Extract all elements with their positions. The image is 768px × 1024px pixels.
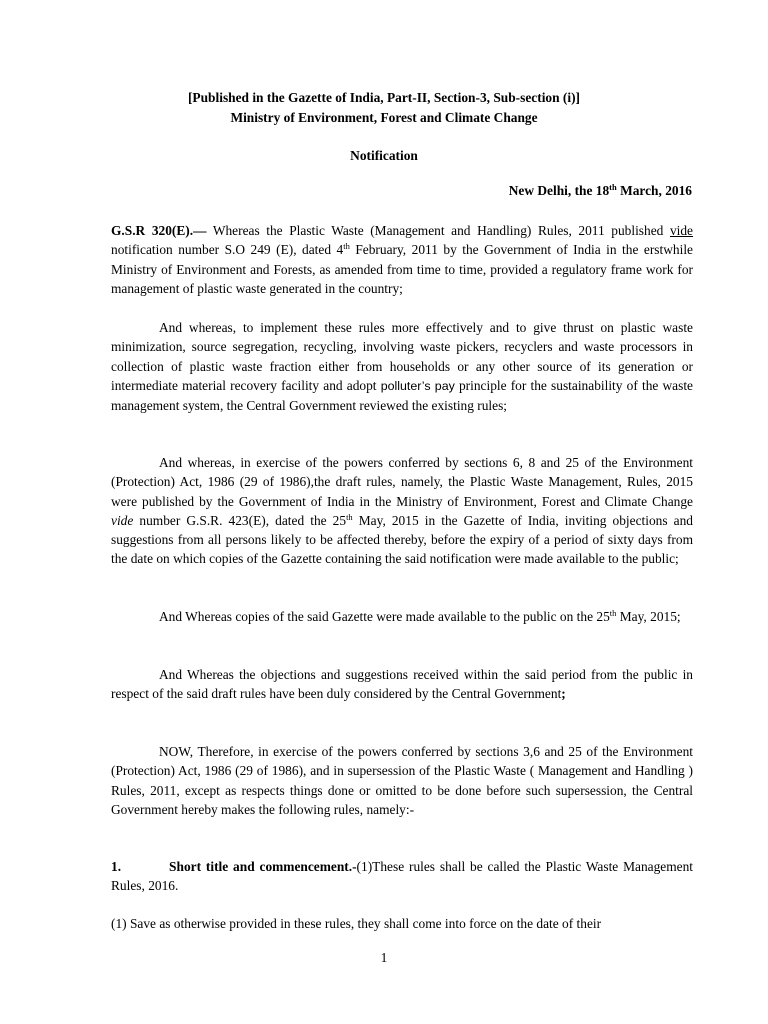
gsr-number: G.S.R 320(E).— <box>111 223 207 238</box>
gazette-header <box>0 88 768 128</box>
section-title: Short title and commencement.- <box>169 859 357 874</box>
paragraph-text: And Whereas the objections and suggestions received within the said period from the public in respect of the said draft rules have been duly considered by the Central Government <box>111 667 693 702</box>
paragraph-objections <box>111 665 693 704</box>
dateline-sup: th <box>609 182 617 192</box>
section-1 <box>111 857 693 896</box>
semicolon: ; <box>561 686 566 702</box>
notification-title: Notification <box>350 148 418 163</box>
paragraph-text: May, 2015; <box>616 609 681 624</box>
paragraph-text: number G.S.R. 423(E), dated the 25 <box>133 512 347 528</box>
clause-text: (1) Save as otherwise provided in these rules, they shall come into force on the date of their <box>111 916 602 931</box>
dateline <box>509 183 692 199</box>
section-text: (1)These rules shall be called the Plastic Waste Management Rules, 2016. <box>111 859 694 894</box>
paragraph-text: NOW, Therefore, in exercise of the powers conferred by sections 3,6 and 25 of the Environment (Protection) Act, 1986 (29 of 1986), and in supersession of the Plastic Waste ( Management and Handling ) Rules, 2011, except as respects things done or omitted to be done before such supersession, the Central Government hereby makes the following rules, namely:- <box>111 744 693 817</box>
paragraph-text: principle for the sustainability of the waste management system, the Central Government reviewed the existing rules; <box>111 377 693 414</box>
superscript: th <box>609 608 617 618</box>
paragraph-text: And Whereas copies of the said Gazette were made available to the public on the 25 <box>159 609 610 624</box>
paragraph-text: notification number S.O 249 (E), dated 4 <box>111 242 344 258</box>
superscript: th <box>346 511 353 522</box>
section-number: 1. <box>111 859 122 874</box>
paragraph-text: May, 2015 in the Gazette of India, inviting objections and suggestions from all persons likely to be affected thereby, before the expiry of a period of sixty days from the date on which copies of the Gazette containing the said notification were made available to the public; <box>111 512 693 567</box>
paragraph-copies <box>111 607 693 626</box>
vide-word: vide <box>669 223 693 238</box>
publication-line: [Published in the Gazette of India, Part-II, Section-3, Sub-section (i)] <box>187 90 581 105</box>
paragraph-implement <box>111 318 693 415</box>
ministry-line: Ministry of Environment, Forest and Climate Change <box>230 110 538 125</box>
dateline-prefix: New Delhi, the 18 <box>508 183 610 198</box>
paragraph-draft-rules <box>111 453 693 569</box>
paragraph-gsr <box>111 221 693 298</box>
page-number: 1 <box>380 950 388 965</box>
polluters-pay-term: polluter’s pay <box>380 378 455 393</box>
paragraph-text: And whereas, in exercise of the powers conferred by sections 6, 8 and 25 of the Environment (Protection) Act, 1986 (29 of 1986),the draft rules, namely, the Plastic Waste Management, Rules, 2015 were published by the Government of India in the Ministry of Environment, Forest and Climate Change <box>111 455 693 509</box>
paragraph-now-therefore <box>111 742 693 819</box>
paragraph-text: February, 2011 by the Government of India in the erstwhile Ministry of Environment and Forests, as amended from time to time, provided a regulatory frame work for management of plastic waste generated in the country; <box>111 242 693 296</box>
section-1-clause-1 <box>111 914 693 933</box>
paragraph-text: Whereas the Plastic Waste (Management and Handling) Rules, 2011 published <box>206 223 670 238</box>
vide-word: vide <box>111 512 134 528</box>
superscript: th <box>343 241 350 252</box>
paragraph-text: And whereas, to implement these rules more effectively and to give thrust on plastic waste minimization, source segregation, recycling, involving waste pickers, recyclers and waste processors in collection of plastic waste fraction either from households or any other source of its generation or intermediate material recovery facility and adopt <box>111 320 693 393</box>
dateline-suffix: March, 2016 <box>616 183 692 198</box>
